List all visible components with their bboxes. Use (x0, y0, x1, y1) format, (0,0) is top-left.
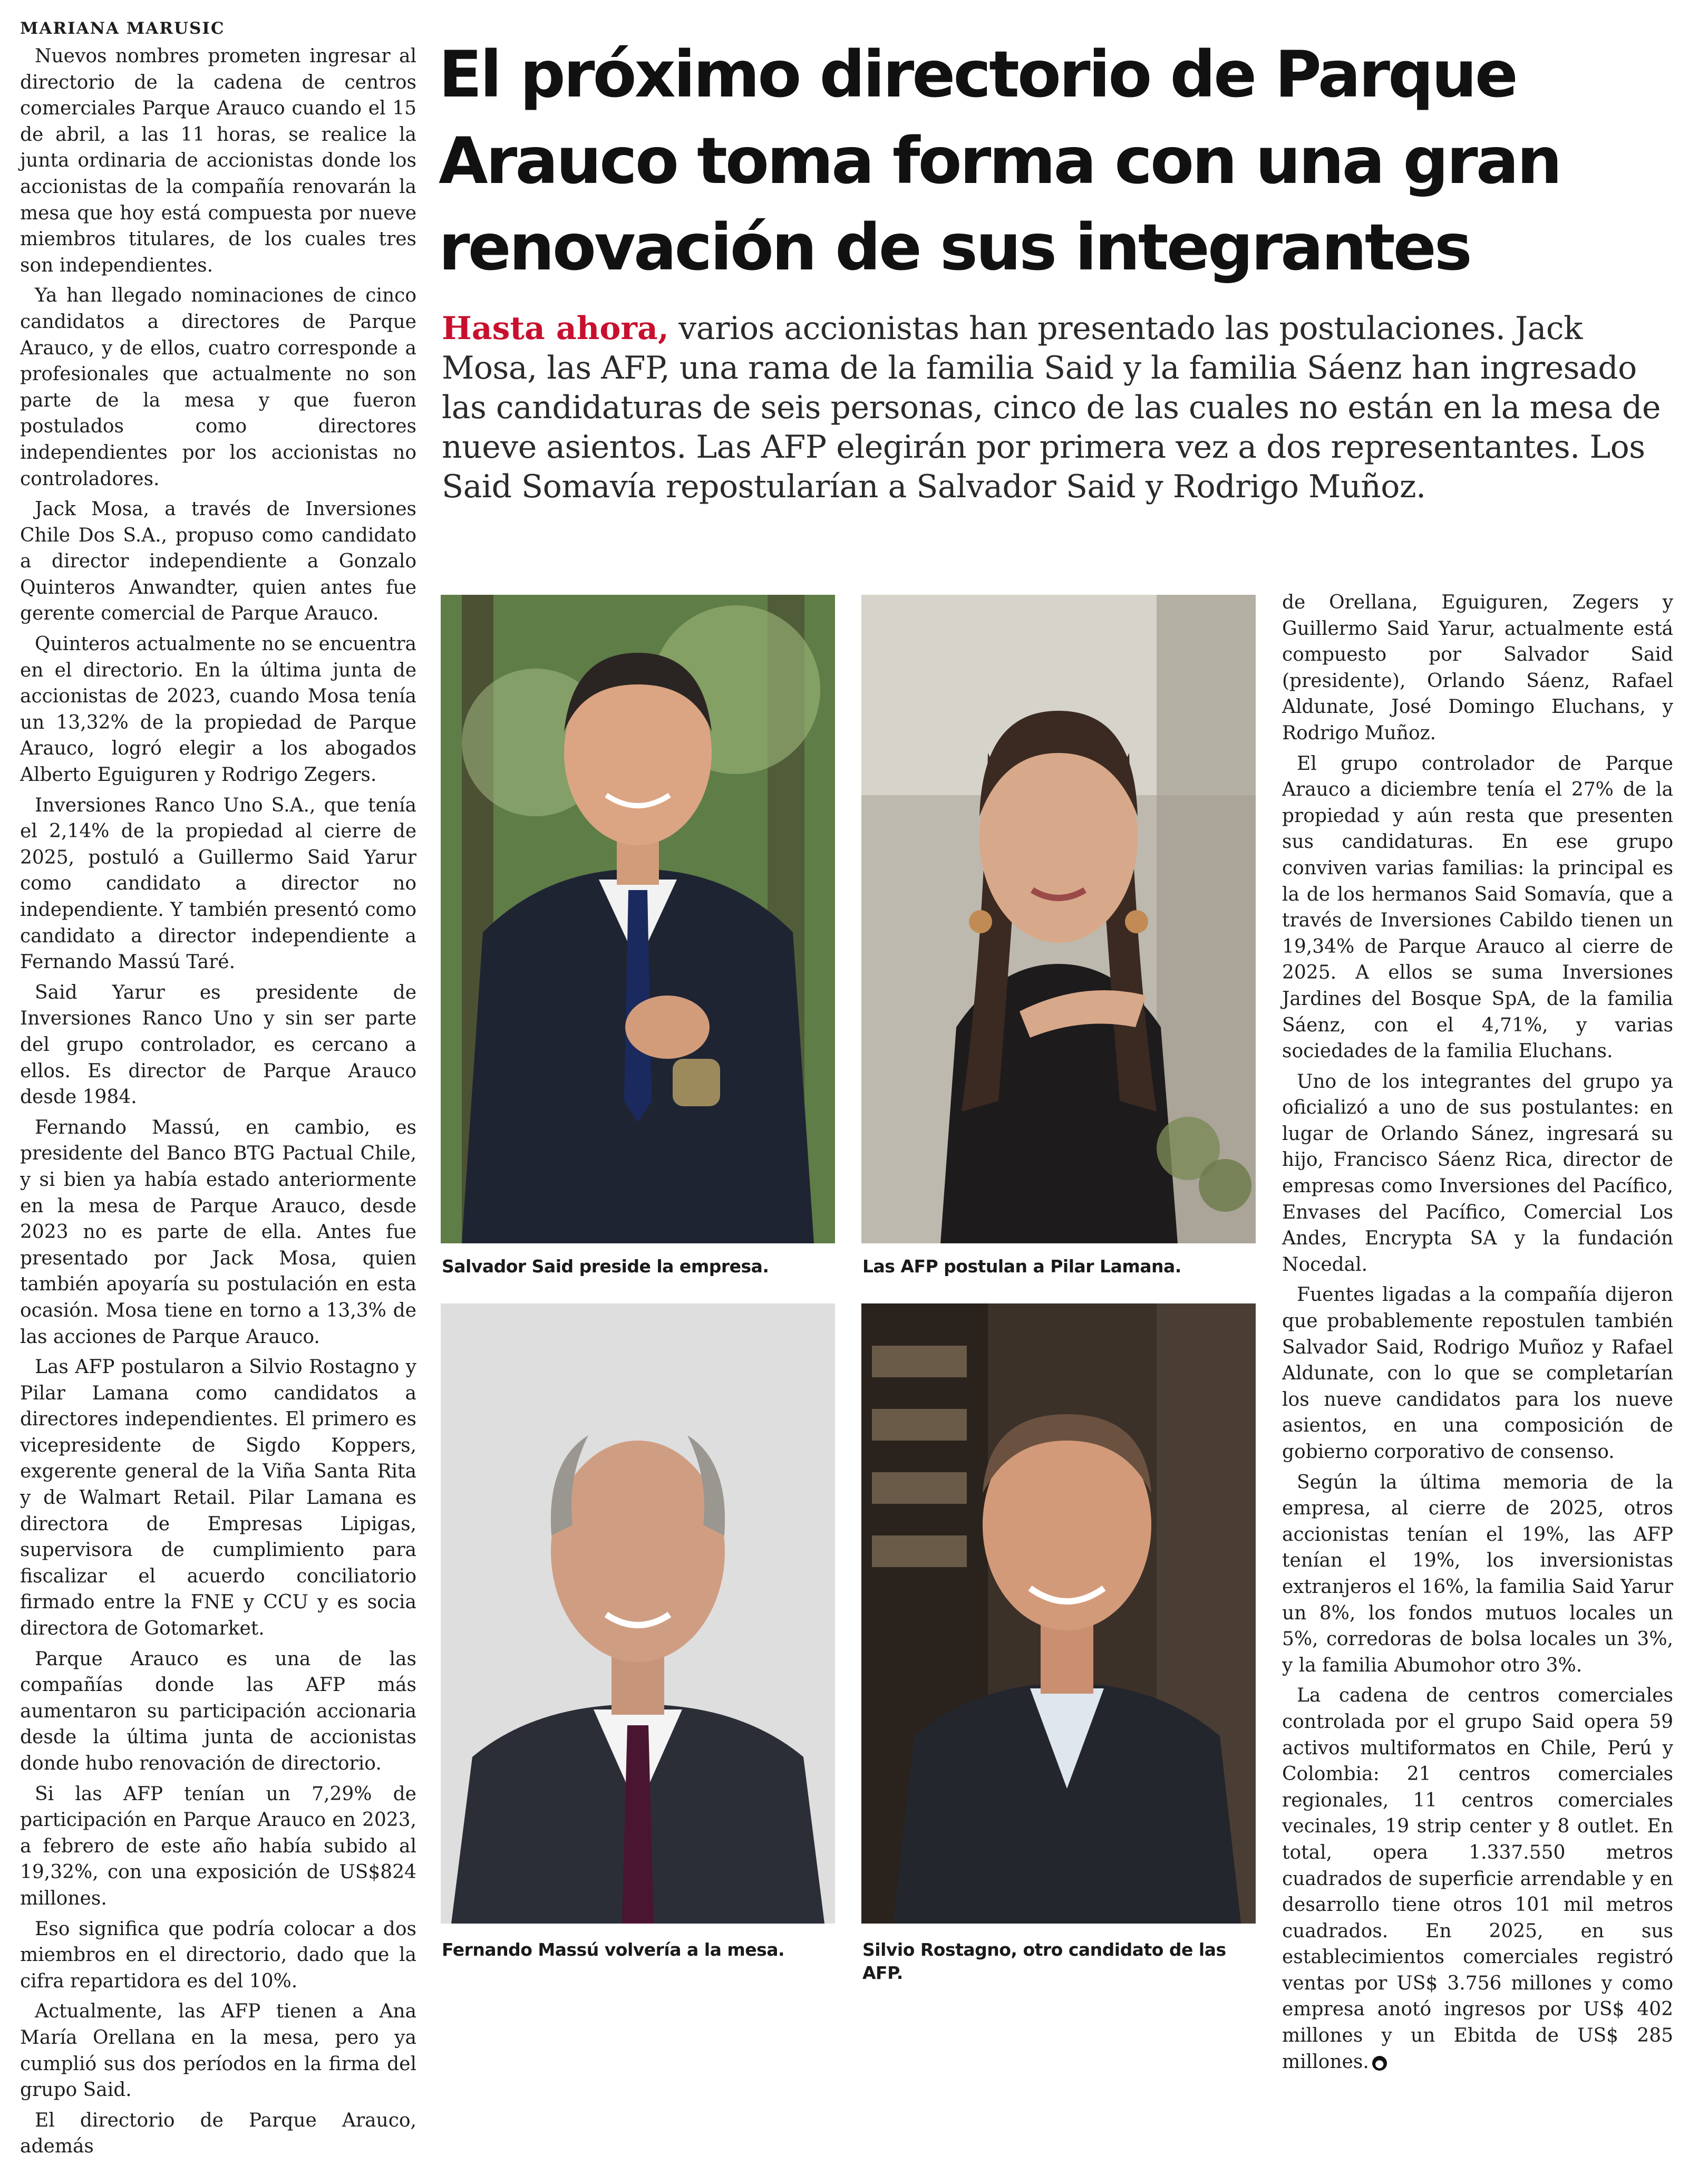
portrait-illustration (441, 1303, 835, 1924)
photo-salvador-said (441, 595, 835, 1243)
article-paragraph: Fernando Massú, en cambio, es presidente del Banco BTG Pactual Chile, y si bien ya había estado anteriormente en la mesa de Parque Arauco, desde 2023 no es parte de ella. Antes fue presentado por Jack Mosa, quien también apoyaría su postulación en esta ocasión. Mosa tiene en torno a 13,3% de las acciones de Parque Arauco. (20, 1116, 416, 1348)
deck-text: varios accionistas han presentado las postulaciones. Jack Mosa, las AFP, una rama de la familia Said y la familia Sáenz han ingresado las candidaturas de seis personas, cinco de las cuales no están en la mesa de nueve asientos. Las AFP elegirán por primera vez a dos representantes. Los Said Somavía repostularían a Salvador Said y Rodrigo Muñoz. (442, 310, 1661, 505)
article-paragraph: Parque Arauco es una de las compañías donde las AFP más aumentaron su participación accionaria desde la última junta de accionistas donde hubo renovación de directorio. (20, 1648, 416, 1774)
article-paragraph: Si las AFP tenían un 7,29% de participación en Parque Arauco en 2023, a febrero de este año había subido al 19,32%, con una exposición de US$824 millones. (20, 1783, 416, 1909)
article-paragraph: Actualmente, las AFP tienen a Ana María Orellana en la mesa, pero ya cumplió sus dos períodos en la firma del grupo Said. (20, 2001, 416, 2101)
portrait-illustration (861, 595, 1256, 1243)
portrait-illustration (441, 595, 835, 1243)
article-paragraph: Said Yarur es presidente de Inversiones Ranco Uno y sin ser parte del grupo controlador, es cercano a ellos. Es director de Parque Arauco desde 1984. (20, 981, 416, 1108)
article-paragraph: Las AFP postularon a Silvio Rostagno y Pilar Lamana como candidatos a directores independientes. El primero es vicepresidente de Sigdo Koppers, exgerente general de la Viña Santa Rita y de Walmart Retail. Pilar Lamana es directora de Empresas Lipigas, supervisora de cumplimiento para fiscalizar el acuerdo conciliatorio firmado entre la FNE y CCU y es socia directora de Gotomarket. (20, 1356, 416, 1640)
article-paragraph: Quinteros actualmente no se encuentra en el directorio. En la última junta de accionistas de 2023, cuando Mosa tenía un 13,32% de la propiedad de Parque Arauco, logró elegir a los abogados Alberto Eguiguren y Rodrigo Zegers. (20, 633, 416, 786)
photo-fernando-massu (441, 1303, 835, 1924)
portrait-illustration (861, 1303, 1256, 1924)
article-paragraph: Jack Mosa, a través de Inversiones Chile Dos S.A., propuso como candidato a director independiente a Gonzalo Quinteros Anwandter, quien antes fue gerente comercial de Parque Arauco. (20, 498, 416, 625)
article-paragraph: Ya han llegado nominaciones de cinco candidatos a directores de Parque Arauco, y de ellos, cuatro corresponde a profesionales que actualmente no son parte de la mesa y que fueron postulados como directores independientes por los accionistas no controladores. (20, 285, 416, 490)
photo-caption: Las AFP postulan a Pilar Lamana. (862, 1256, 1181, 1277)
article-paragraph: de Orellana, Eguiguren, Zegers y Guillermo Said Yarur, actualmente está compuesto por Salvador Said (presidente), Orlando Sáenz, Rafael Aldunate, José Domingo Eluchans, y Rodrigo Muñoz. (1282, 592, 1673, 744)
photo-pilar-lamana (861, 595, 1256, 1243)
article-paragraph-text: La cadena de centros comerciales controlada por el grupo Said opera 59 activos multiformatos en Chile, Perú y Colombia: 21 centros comerciales regionales, 11 centros comerciales vecinales, 19 strip center y 8 outlet. En total, opera 1.337.550 metros cuadrados de superficie arrendable y en desarrollo tiene otros 101 mil metros cuadrados. En 2025, en sus establecimientos comerciales registró ventas por US$ 3.756 millones y como empresa anotó ingresos por US$ 402 millones y un Ebitda de US$ 285 millones. (1282, 1685, 1673, 2073)
article-paragraph-last (1282, 1683, 1673, 2075)
deck-lead: Hasta ahora, (442, 310, 669, 347)
end-of-article-icon: ● (1372, 2056, 1387, 2071)
photo-caption: Salvador Said preside la empresa. (442, 1256, 769, 1277)
article-paragraph: Inversiones Ranco Uno S.A., que tenía el 2,14% de la propiedad al cierre de 2025, postuló a Guillermo Said Yarur como candidato a director no independiente. Y también presentó como candidato a director independiente a Fernando Massú Taré. (20, 794, 416, 973)
article-paragraph: El directorio de Parque Arauco, además (20, 2109, 416, 2158)
right-column (1282, 590, 1673, 2079)
article-paragraph: Según la última memoria de la empresa, al cierre de 2025, otros accionistas tenían el 19%, las AFP tenían el 19%, los inversionistas extranjeros el 16%, la familia Said Yarur un 8%, los fondos mutuos locales un 5%, corredoras de bolsa locales un 3%, y la familia Abumohor otro 3%. (1282, 1471, 1673, 1676)
article-paragraph: Fuentes ligadas a la compañía dijeron que probablemente repostulen también Salvador Said, Rodrigo Muñoz y Rafael Aldunate, con lo que se completarían los nueve candidatos para los nueve asientos, en una composición de gobierno corporativo de consenso. (1282, 1284, 1673, 1463)
left-column (20, 18, 416, 2164)
photo-caption: Silvio Rostagno, otro candidato de las AFP. (862, 1939, 1226, 1983)
article-paragraph: Nuevos nombres prometen ingresar al directorio de la cadena de centros comerciales Parque Arauco cuando el 15 de abril, a las 11 horas, se realice la junta ordinaria de accionistas donde los accionistas de la compañía renovarán la mesa que hoy está compuesta por nueve miembros titulares, de los cuales tres son independientes. (20, 45, 416, 276)
article-paragraph: Uno de los integrantes del grupo ya oficializó a uno de sus postulantes: en lugar de Orlando Sánez, ingresará su hijo, Francisco Sáenz Rica, director de empresas como Inversiones del Pacífico, Envases del Pacífico, Comercial Los Andes, Encrypta SA y la fundación Nocedal. (1282, 1070, 1673, 1276)
article-paragraph: El grupo controlador de Parque Arauco a diciembre tenía el 27% de la propiedad y aún resta que presenten sus candidaturas. En ese grupo conviven varias familias: la principal es la de los hermanos Said Somavía, que a través de Inversiones Cabildo tienen un 19,34% de Parque Arauco al cierre de 2025. A ellos se suma Inversiones Jardines del Bosque SpA, de la familia Sáenz, con el 4,71%, y varias sociedades de la familia Eluchans. (1282, 752, 1673, 1062)
headline: El próximo directorio de Parque Arauco toma forma con una gran renovación de sus integrantes (439, 37, 1560, 285)
byline: MARIANA MARUSIC (20, 19, 225, 38)
article-paragraph: Eso significa que podría colocar a dos miembros en el directorio, dado que la cifra repartidora es del 10%. (20, 1918, 416, 1992)
photo-caption: Fernando Massú volvería a la mesa. (442, 1939, 785, 1960)
photo-silvio-rostagno (861, 1303, 1256, 1924)
deck (442, 309, 1681, 507)
